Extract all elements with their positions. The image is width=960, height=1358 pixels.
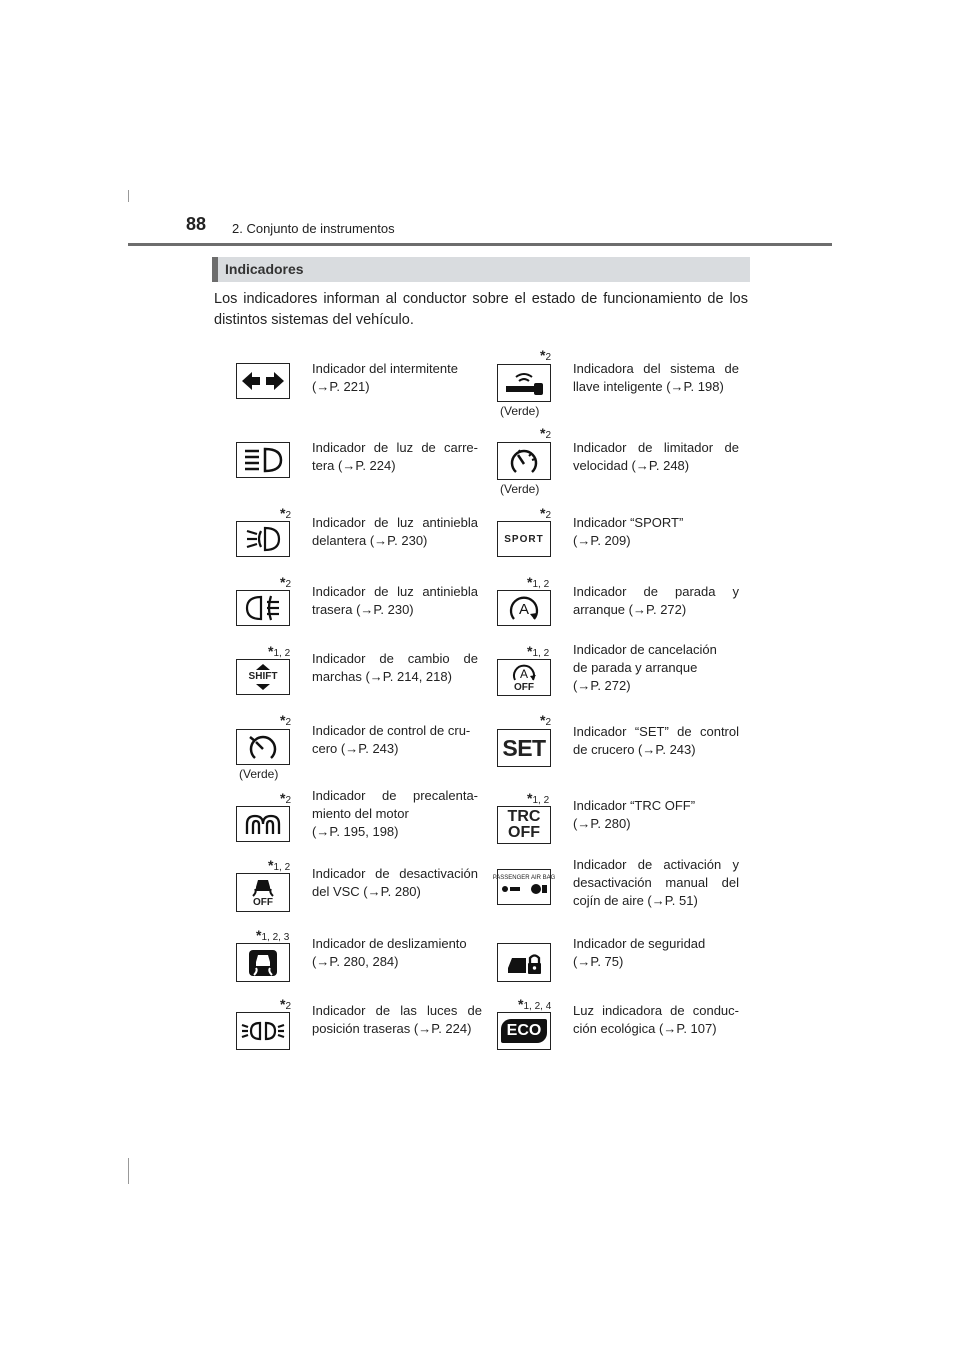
desc-turn-signal: Indicador del intermitente (→P. 221) [312, 361, 458, 394]
color-note: (Verde) [500, 404, 540, 418]
desc-rear-fog: Indicador de luz antiniebla trasera (→P. 230) [312, 584, 478, 617]
tail-light-icon [236, 1012, 290, 1050]
front-fog-light-icon [236, 521, 290, 557]
vsc-off-icon: OFF [236, 873, 290, 912]
footnote-mark: *1, 2 [527, 643, 550, 659]
header-rule [128, 243, 832, 246]
desc-smart-key: Indicadora del sistema de llave inteligente (→P. 198) [573, 361, 739, 394]
rear-fog-light-icon [236, 590, 290, 626]
footnote-mark: *2 [280, 996, 292, 1012]
cruise-control-icon [236, 729, 290, 765]
color-note: (Verde) [500, 482, 540, 496]
desc-security: Indicador de seguridad (→P. 75) [573, 936, 706, 969]
desc-set-cruise: Indicador “SET” de control de crucero (→P. 243) [573, 724, 739, 757]
color-note: (Verde) [239, 767, 279, 781]
footnote-mark: *2 [540, 425, 552, 441]
desc-stop-start-cancel: Indicador de cancelación de parada y arranque (→P. 272) [573, 642, 717, 693]
footnote-mark: *1, 2, 4 [518, 996, 552, 1012]
footnote-mark: *2 [280, 712, 292, 728]
fold-mark [128, 1158, 129, 1184]
footnote-mark: *1, 2 [268, 643, 291, 659]
desc-shift: Indicador de cambio de marchas (→P. 214, 218) [312, 651, 478, 684]
footnote-mark: *1, 2 [527, 574, 550, 590]
speed-limiter-icon [497, 442, 551, 480]
footnote-mark: *2 [280, 574, 292, 590]
page-number: 88 [186, 214, 207, 234]
desc-vsc-off: Indicador de desactivación del VSC (→P. 280) [312, 866, 478, 899]
chapter-title: 2. Conjunto de instrumentos [232, 221, 395, 236]
set-cruise-icon: SET [497, 729, 551, 767]
smart-key-icon [497, 364, 551, 402]
shift-indicator-icon: SHIFT [236, 659, 290, 695]
desc-sport: Indicador “SPORT” (→P. 209) [573, 515, 684, 548]
section-intro: Los indicadores informan al conductor sobre el estado de funcionamiento de los distintos sistemas del vehículo. [214, 291, 748, 328]
desc-stop-start: Indicador de parada y arranque (→P. 272) [573, 584, 739, 617]
section-heading-accent [212, 257, 218, 282]
desc-glow-plug: Indicador de precalenta- miento del motor (→P. 195, 198) [312, 788, 478, 839]
fold-mark [128, 190, 129, 202]
footnote-mark: *2 [540, 347, 552, 363]
glow-plug-icon [236, 806, 290, 842]
footnote-mark: *2 [280, 505, 292, 521]
sport-mode-icon: SPORT [497, 521, 551, 557]
footnote-mark: *1, 2 [268, 857, 291, 873]
headlight-high-beam-icon [236, 442, 290, 478]
slip-indicator-icon [236, 943, 290, 982]
footnote-mark: *2 [540, 712, 552, 728]
desc-trc-off: Indicador “TRC OFF” (→P. 280) [573, 798, 696, 831]
svg-text:A: A [518, 601, 530, 618]
desc-front-fog: Indicador de luz antiniebla delantera (→P. 230) [312, 515, 478, 548]
turn-signal-arrows-icon [236, 363, 290, 399]
footnote-mark: *2 [540, 505, 552, 521]
desc-speed-limiter: Indicador de limitador de velocidad (→P. 248) [573, 440, 739, 473]
stop-start-icon [497, 590, 551, 626]
passenger-airbag-icon: PASSENGER AIR BAG [497, 869, 551, 905]
trc-off-icon: TRC OFF [497, 806, 551, 844]
footnote-mark: *1, 2 [527, 790, 550, 806]
eco-driving-icon: ECO [497, 1012, 551, 1050]
section-title: Indicadores [225, 261, 304, 277]
desc-headlight: Indicador de luz de carre- tera (→P. 224) [312, 440, 478, 473]
stop-start-cancel-icon: A OFF [497, 659, 551, 696]
desc-cruise-control: Indicador de control de cru- cero (→P. 243) [312, 723, 471, 756]
section-heading [212, 257, 750, 282]
footnote-mark: *2 [280, 790, 292, 806]
security-indicator-icon [497, 943, 551, 982]
desc-eco: Luz indicadora de conduc- ción ecológica (→P. 107) [573, 1003, 739, 1036]
desc-tail-light: Indicador de las luces de posición traseras (→P. 224) [312, 1003, 482, 1036]
desc-airbag: Indicador de activación y desactivación manual del cojín de aire (→P. 51) [573, 857, 739, 908]
svg-text:A: A [519, 667, 529, 681]
desc-slip: Indicador de deslizamiento (→P. 280, 284) [312, 936, 467, 969]
footnote-mark: *1, 2, 3 [256, 927, 290, 943]
